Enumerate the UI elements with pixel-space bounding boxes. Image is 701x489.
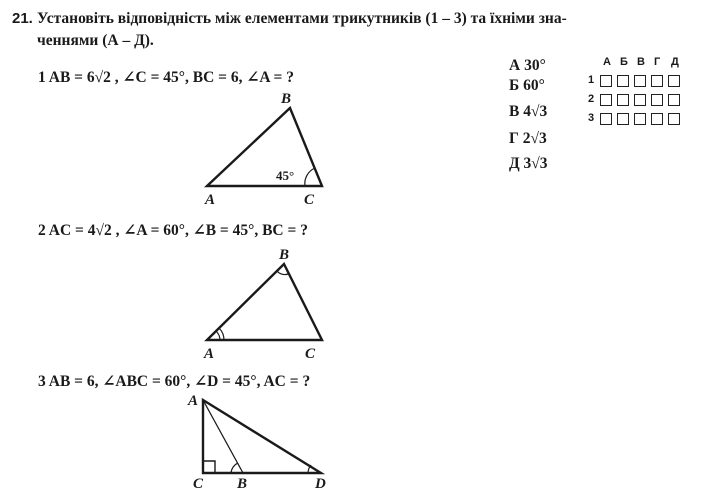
tri2-vertex-c: C <box>305 346 316 362</box>
angle-abc-arc <box>231 463 238 473</box>
answer-cell[interactable] <box>600 94 612 106</box>
option-d-value: 3√3 <box>523 155 548 172</box>
segment-ab <box>203 400 243 473</box>
grid-col-v: В <box>637 56 645 68</box>
triangle-2 <box>203 247 322 362</box>
right-angle-mark <box>203 461 215 473</box>
tri3-vertex-b: B <box>237 476 248 489</box>
task-number: 21. <box>12 10 33 27</box>
answer-cell[interactable] <box>634 94 646 106</box>
grid-col-b: Б <box>620 56 628 68</box>
option-b-letter: Б <box>509 77 520 94</box>
angle-c-arc <box>305 168 315 186</box>
task-text-line1: Установіть відповідність між елементами трикутників (1 – 3) та їхніми зна- <box>37 10 567 27</box>
angle-b-arc <box>277 271 288 275</box>
tri3-vertex-a: A <box>188 393 199 409</box>
answer-cell[interactable] <box>617 113 629 125</box>
answer-cell[interactable] <box>600 113 612 125</box>
answer-cell[interactable] <box>617 94 629 106</box>
option-g <box>509 130 547 148</box>
option-v-letter: В <box>509 103 520 120</box>
answer-cell[interactable] <box>600 75 612 87</box>
option-b-value: 60° <box>523 77 545 94</box>
tri1-vertex-c: C <box>304 192 315 208</box>
answer-cell[interactable] <box>651 75 663 87</box>
triangle-1 <box>204 91 322 208</box>
answer-cell[interactable] <box>668 94 680 106</box>
answer-cell[interactable] <box>668 113 680 125</box>
answer-cell[interactable] <box>651 94 663 106</box>
option-d <box>509 155 548 173</box>
problem-3-condition: 3 AB = 6, ∠ABC = 60°, ∠D = 45°, AC = ? <box>38 373 311 390</box>
grid-col-a: А <box>603 56 611 68</box>
option-a-letter: А <box>509 57 521 74</box>
option-v <box>509 103 547 121</box>
grid-row-3-label: 3 <box>588 112 595 124</box>
tri2-vertex-a: A <box>204 346 215 362</box>
answer-cell[interactable] <box>651 113 663 125</box>
answer-cell[interactable] <box>668 75 680 87</box>
grid-col-g: Г <box>654 56 661 68</box>
tri1-angle-label: 45° <box>276 168 295 183</box>
option-a <box>509 57 546 75</box>
answer-cell[interactable] <box>617 75 629 87</box>
answer-cell[interactable] <box>634 113 646 125</box>
tri3-vertex-d: D <box>315 476 326 489</box>
grid-col-d: Д <box>671 56 679 68</box>
option-d-letter: Д <box>509 155 520 172</box>
problem-2-condition: 2 AC = 4√2 , ∠A = 60°, ∠B = 45°, BC = ? <box>38 222 308 239</box>
task-text-line2: ченнями (А – Д). <box>37 32 154 49</box>
option-a-value: 30° <box>524 57 546 74</box>
grid-row-1-label: 1 <box>588 74 595 86</box>
problem-1-condition: 1 AB = 6√2 , ∠C = 45°, BC = 6, ∠A = ? <box>38 69 294 86</box>
triangle-3 <box>187 393 326 489</box>
tri1-vertex-b: B <box>281 91 292 107</box>
grid-row-2-label: 2 <box>588 93 595 105</box>
tri3-vertex-c: C <box>193 476 204 489</box>
option-g-letter: Г <box>509 130 519 147</box>
option-g-value: 2√3 <box>522 130 547 147</box>
answer-cell[interactable] <box>634 75 646 87</box>
option-v-value: 4√3 <box>523 103 548 120</box>
angle-a-arc-inner <box>216 331 220 340</box>
tri1-vertex-a: A <box>205 192 216 208</box>
tri2-vertex-b: B <box>279 247 290 263</box>
option-b <box>509 77 545 95</box>
